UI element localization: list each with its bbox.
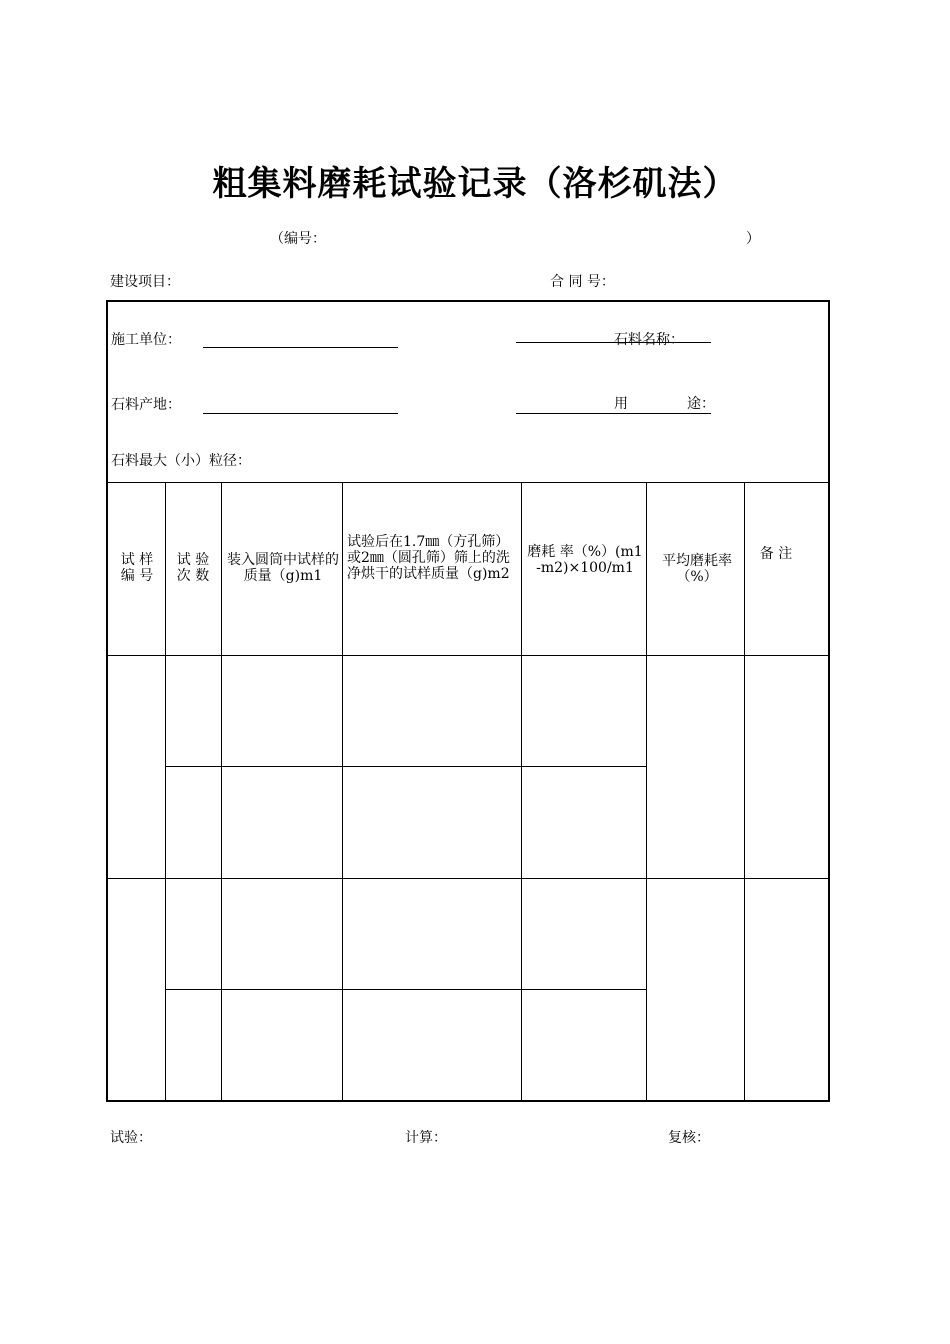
col-line-5 [646, 482, 647, 1100]
col-line-4 [521, 482, 522, 1100]
col-line-6 [744, 482, 745, 1100]
usage-label-part1: 用 [614, 396, 628, 412]
reviewer-label: 复核： [668, 1130, 710, 1146]
header-avg-wear-rate: 平均磨耗率（%） [662, 553, 732, 585]
stone-origin-label: 石料产地： [111, 397, 181, 413]
table-cell[interactable] [166, 767, 221, 877]
construction-unit-label: 施工单位： [111, 332, 181, 348]
header-mass-m2: 试验后在1.7㎜（方孔筛）或2㎜（圆孔筛）筛上的洗净烘干的试样质量（g)m2 [347, 534, 510, 582]
record-number-close: ） [746, 231, 760, 247]
record-number-label: （编号： [270, 231, 326, 247]
calculator-label: 计算： [405, 1130, 447, 1146]
table-cell[interactable] [166, 879, 221, 989]
usage-label-part2: 途： [687, 396, 715, 412]
col-line-3 [342, 482, 343, 1100]
row-divider-group1 [166, 766, 646, 767]
contract-label: 合 同 号： [550, 274, 615, 290]
stone-name-label: 石料名称： [614, 332, 684, 348]
col-line-2 [221, 482, 222, 1100]
stone-origin-field[interactable] [203, 413, 398, 414]
page-title: 粗集料磨耗试验记录（洛杉矶法） [212, 164, 738, 204]
row-divider-group2 [166, 989, 646, 990]
usage-field[interactable] [516, 413, 711, 414]
header-sample-no: 试 样 编 号 [120, 552, 154, 584]
max-size-label: 石料最大（小）粒径： [111, 453, 251, 469]
table-cell[interactable] [166, 656, 221, 766]
construction-unit-field[interactable] [203, 347, 398, 348]
table-cell[interactable] [166, 990, 221, 1100]
header-mass-m1: 装入圆筒中试样的质量（g)m1 [227, 552, 339, 584]
header-remarks: 备 注 [759, 546, 793, 562]
header-test-count: 试 验 次 数 [176, 552, 210, 584]
tester-label: 试验： [110, 1130, 152, 1146]
header-wear-rate: 磨耗 率（%）(m1-m2)×100/m1 [527, 544, 643, 576]
test-record-table [106, 300, 830, 1102]
project-label: 建设项目： [110, 274, 180, 290]
header-top-line [108, 482, 828, 483]
